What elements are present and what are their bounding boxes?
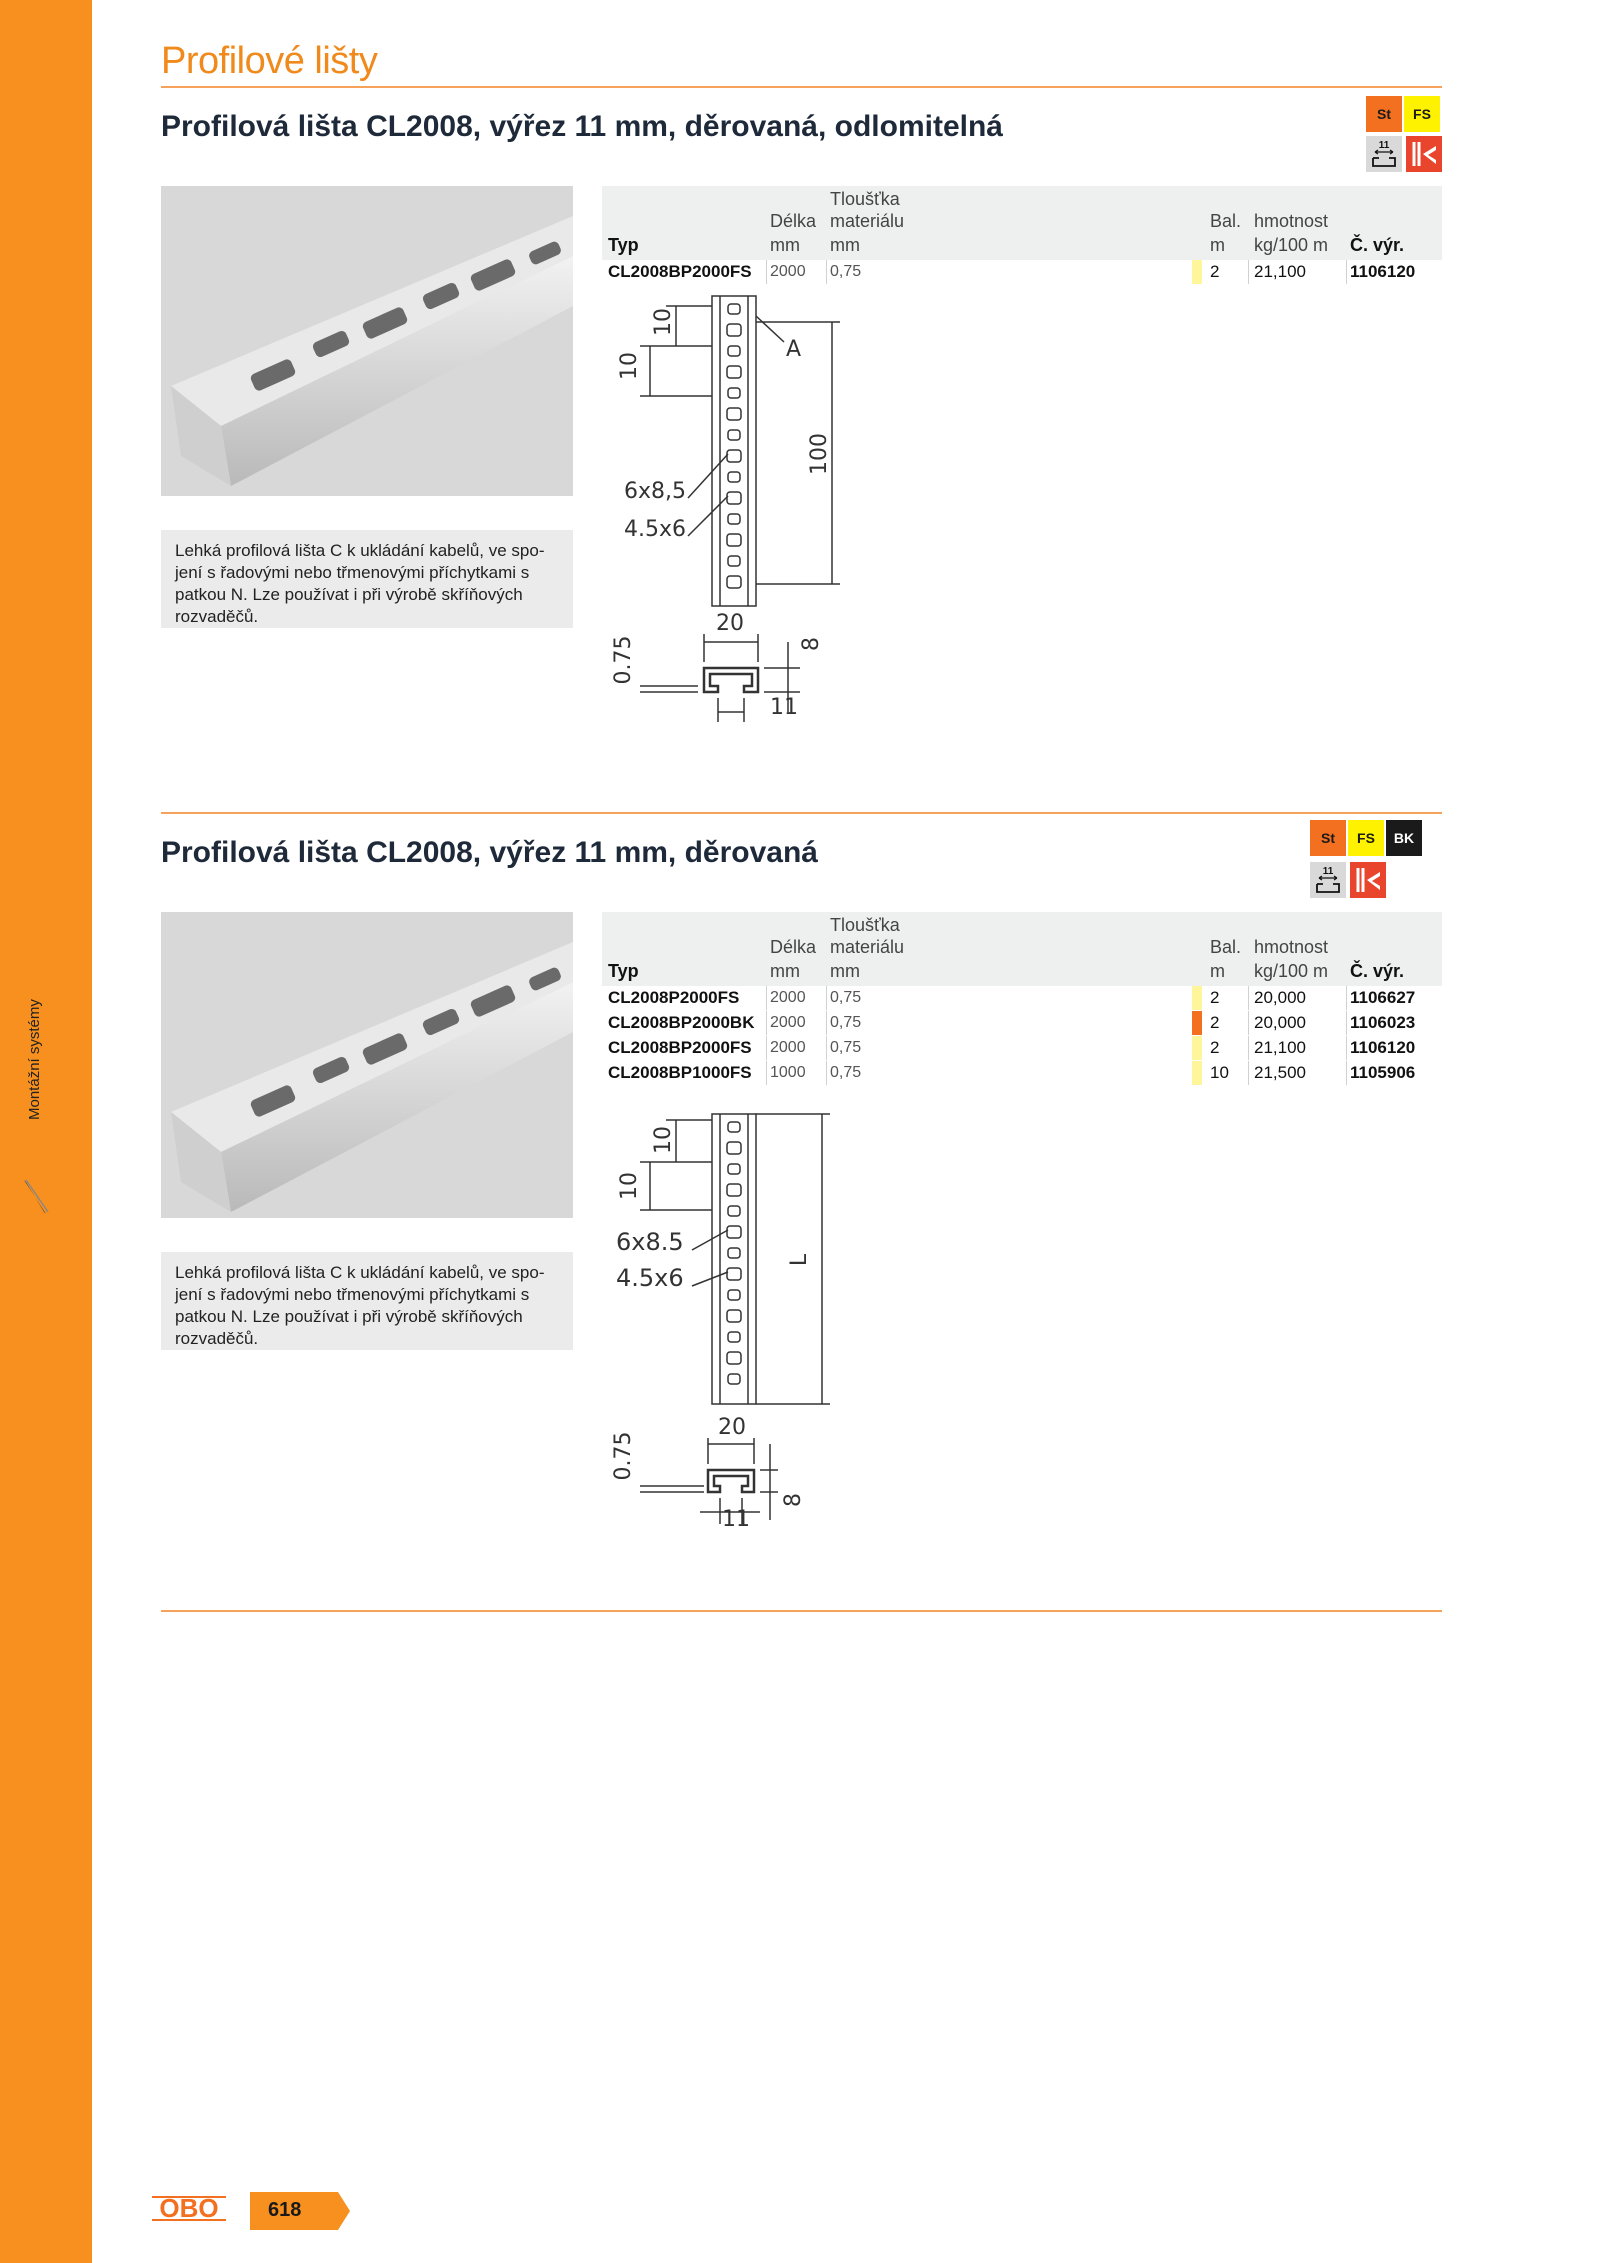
header-delka-unit: mm <box>770 235 800 255</box>
cell-tloustka: 0,75 <box>830 263 862 280</box>
table-row <box>602 260 1442 284</box>
cell-tloustka: 0,75 <box>830 1014 862 1031</box>
cell-cvyr: 1106120 <box>1350 262 1416 281</box>
cell-tloustka: 0,75 <box>830 989 862 1006</box>
header-hmotnost-unit: kg/100 m <box>1254 961 1329 981</box>
dim-height: 8 <box>799 637 824 651</box>
header-tloustka-2: materiálu <box>830 937 905 957</box>
obo-logo <box>150 2195 228 2221</box>
header-cvyr: Č. výr. <box>1350 235 1405 255</box>
pencil-icon <box>22 1178 50 1218</box>
cell-typ: CL2008BP2000BK <box>608 1013 755 1032</box>
section-2-title: Profilová lišta CL2008, výřez 11 mm, děrovaná <box>161 836 818 869</box>
cell-cvyr: 1105906 <box>1350 1063 1416 1082</box>
header-delka-unit: mm <box>770 961 800 981</box>
dim-hole-2: 4.5x6 <box>616 1264 684 1292</box>
header-hmotnost: hmotnost <box>1254 211 1329 231</box>
cell-delka: 2000 <box>770 1014 806 1031</box>
section-1-icons <box>1366 136 1442 172</box>
dim-hole-1: 6x8.5 <box>616 1228 684 1256</box>
cell-hmotnost: 20,000 <box>1254 988 1306 1007</box>
finish-swatch-fs <box>1192 1061 1202 1085</box>
cell-cvyr: 1106023 <box>1350 1013 1416 1032</box>
badge-st: St <box>1310 820 1346 856</box>
cell-tloustka: 0,75 <box>830 1039 862 1056</box>
dim-length: L <box>787 1253 812 1267</box>
slot-width-label: 11 <box>1322 866 1334 877</box>
header-bal-unit: m <box>1210 235 1225 255</box>
dim-length: 100 <box>807 433 832 475</box>
dim-width: 20 <box>718 1415 746 1440</box>
table-row <box>602 986 1442 1010</box>
section-1-table-header <box>602 186 1442 260</box>
dim-width: 20 <box>716 611 744 636</box>
cell-typ: CL2008BP1000FS <box>608 1063 752 1082</box>
cell-cvyr: 1106627 <box>1350 988 1416 1007</box>
cell-bal: 2 <box>1210 1013 1220 1032</box>
cell-cvyr: 1106120 <box>1350 1038 1416 1057</box>
dim-detail-label: A <box>786 337 802 362</box>
cell-typ: CL2008P2000FS <box>608 988 740 1007</box>
slot-width-label: 11 <box>1378 140 1390 151</box>
dim-thickness: 0.75 <box>611 635 636 685</box>
dim-spacing-2: 10 <box>651 308 676 336</box>
header-tloustka: Tloušťka <box>830 915 900 935</box>
dim-spacing-2: 10 <box>651 1126 676 1154</box>
header-hmotnost-unit: kg/100 m <box>1254 235 1329 255</box>
page-title: Profilové lišty <box>161 40 378 82</box>
section-1-description: Lehká profilová lišta C k ukládání kabelů, ve spo-jení s řadovými nebo třmenovými příchytkami s patkou N. Lze používat i při výrobě skříňových rozvaděčů. <box>161 530 573 628</box>
dim-hole-2: 4.5x6 <box>624 517 687 542</box>
cell-typ: CL2008BP2000FS <box>608 262 752 281</box>
finish-swatch-st <box>1192 1011 1202 1035</box>
divider <box>161 1610 1442 1612</box>
header-tloustka-2: materiálu <box>830 211 905 231</box>
side-label <box>22 985 52 1185</box>
section-2-badges <box>1310 820 1422 856</box>
finish-swatch-fs <box>1192 260 1202 284</box>
breakable-icon <box>1406 136 1442 172</box>
section-2-table-header <box>602 912 1442 986</box>
header-tloustka: Tloušťka <box>830 189 900 209</box>
table-row <box>602 1061 1442 1085</box>
cell-typ: CL2008BP2000FS <box>608 1038 752 1057</box>
header-cvyr: Č. výr. <box>1350 961 1405 981</box>
breakable-icon <box>1350 862 1386 898</box>
dim-slot: 11 <box>722 1507 750 1532</box>
badge-fs: FS <box>1404 96 1440 132</box>
cell-hmotnost: 20,000 <box>1254 1013 1306 1032</box>
cell-delka: 2000 <box>770 1039 806 1056</box>
header-delka: Délka <box>770 937 817 957</box>
section-2-description: Lehká profilová lišta C k ukládání kabelů, ve spo-jení s řadovými nebo třmenovými příchytkami s patkou N. Lze používat i při výrobě skříňových rozvaděčů. <box>161 1252 573 1350</box>
section-1-product-photo <box>161 186 573 496</box>
finish-swatch-fs <box>1192 1036 1202 1060</box>
section-1-technical-drawing <box>600 286 860 736</box>
slot-width-icon <box>1310 862 1346 898</box>
cell-hmotnost: 21,500 <box>1254 1063 1306 1082</box>
table-row <box>602 1036 1442 1060</box>
dim-spacing-1: 10 <box>617 1172 642 1200</box>
header-delka: Délka <box>770 211 817 231</box>
dim-hole-1: 6x8,5 <box>624 479 687 504</box>
dim-slot: 11 <box>770 695 798 720</box>
header-hmotnost: hmotnost <box>1254 937 1329 957</box>
dim-height: 8 <box>781 1493 806 1507</box>
header-tloustka-unit: mm <box>830 235 860 255</box>
cell-hmotnost: 21,100 <box>1254 262 1306 281</box>
section-2-icons <box>1310 862 1386 898</box>
badge-st: St <box>1366 96 1402 132</box>
cell-tloustka: 0,75 <box>830 1064 862 1081</box>
badge-fs: FS <box>1348 820 1384 856</box>
section-2-technical-drawing <box>600 1100 860 1540</box>
header-bal-unit: m <box>1210 961 1225 981</box>
header-bal: Bal. <box>1210 937 1242 957</box>
badge-bk: BK <box>1386 820 1422 856</box>
finish-swatch-fs <box>1192 986 1202 1010</box>
dim-spacing-1: 10 <box>617 352 642 380</box>
divider <box>161 812 1442 814</box>
cell-hmotnost: 21,100 <box>1254 1038 1306 1057</box>
obo-logo-text: OBO <box>159 2195 219 2221</box>
cell-delka: 2000 <box>770 989 806 1006</box>
header-bal: Bal. <box>1210 211 1242 231</box>
cell-bal: 2 <box>1210 1038 1220 1057</box>
cell-delka: 1000 <box>770 1064 806 1081</box>
page-number: 618 <box>268 2199 302 2221</box>
slot-width-icon <box>1366 136 1402 172</box>
cell-bal: 10 <box>1210 1063 1229 1082</box>
divider <box>161 86 1442 88</box>
header-typ: Typ <box>608 235 639 255</box>
section-2-product-photo <box>161 912 573 1218</box>
dim-thickness: 0.75 <box>611 1431 636 1481</box>
section-1-badges <box>1366 96 1440 132</box>
cell-delka: 2000 <box>770 263 806 280</box>
cell-bal: 2 <box>1210 262 1220 281</box>
section-1-title: Profilová lišta CL2008, výřez 11 mm, děrovaná, odlomitelná <box>161 110 1003 143</box>
side-label-text: Montážní systémy <box>26 999 43 1120</box>
header-typ: Typ <box>608 961 639 981</box>
header-tloustka-unit: mm <box>830 961 860 981</box>
cell-bal: 2 <box>1210 988 1220 1007</box>
table-row <box>602 1011 1442 1035</box>
